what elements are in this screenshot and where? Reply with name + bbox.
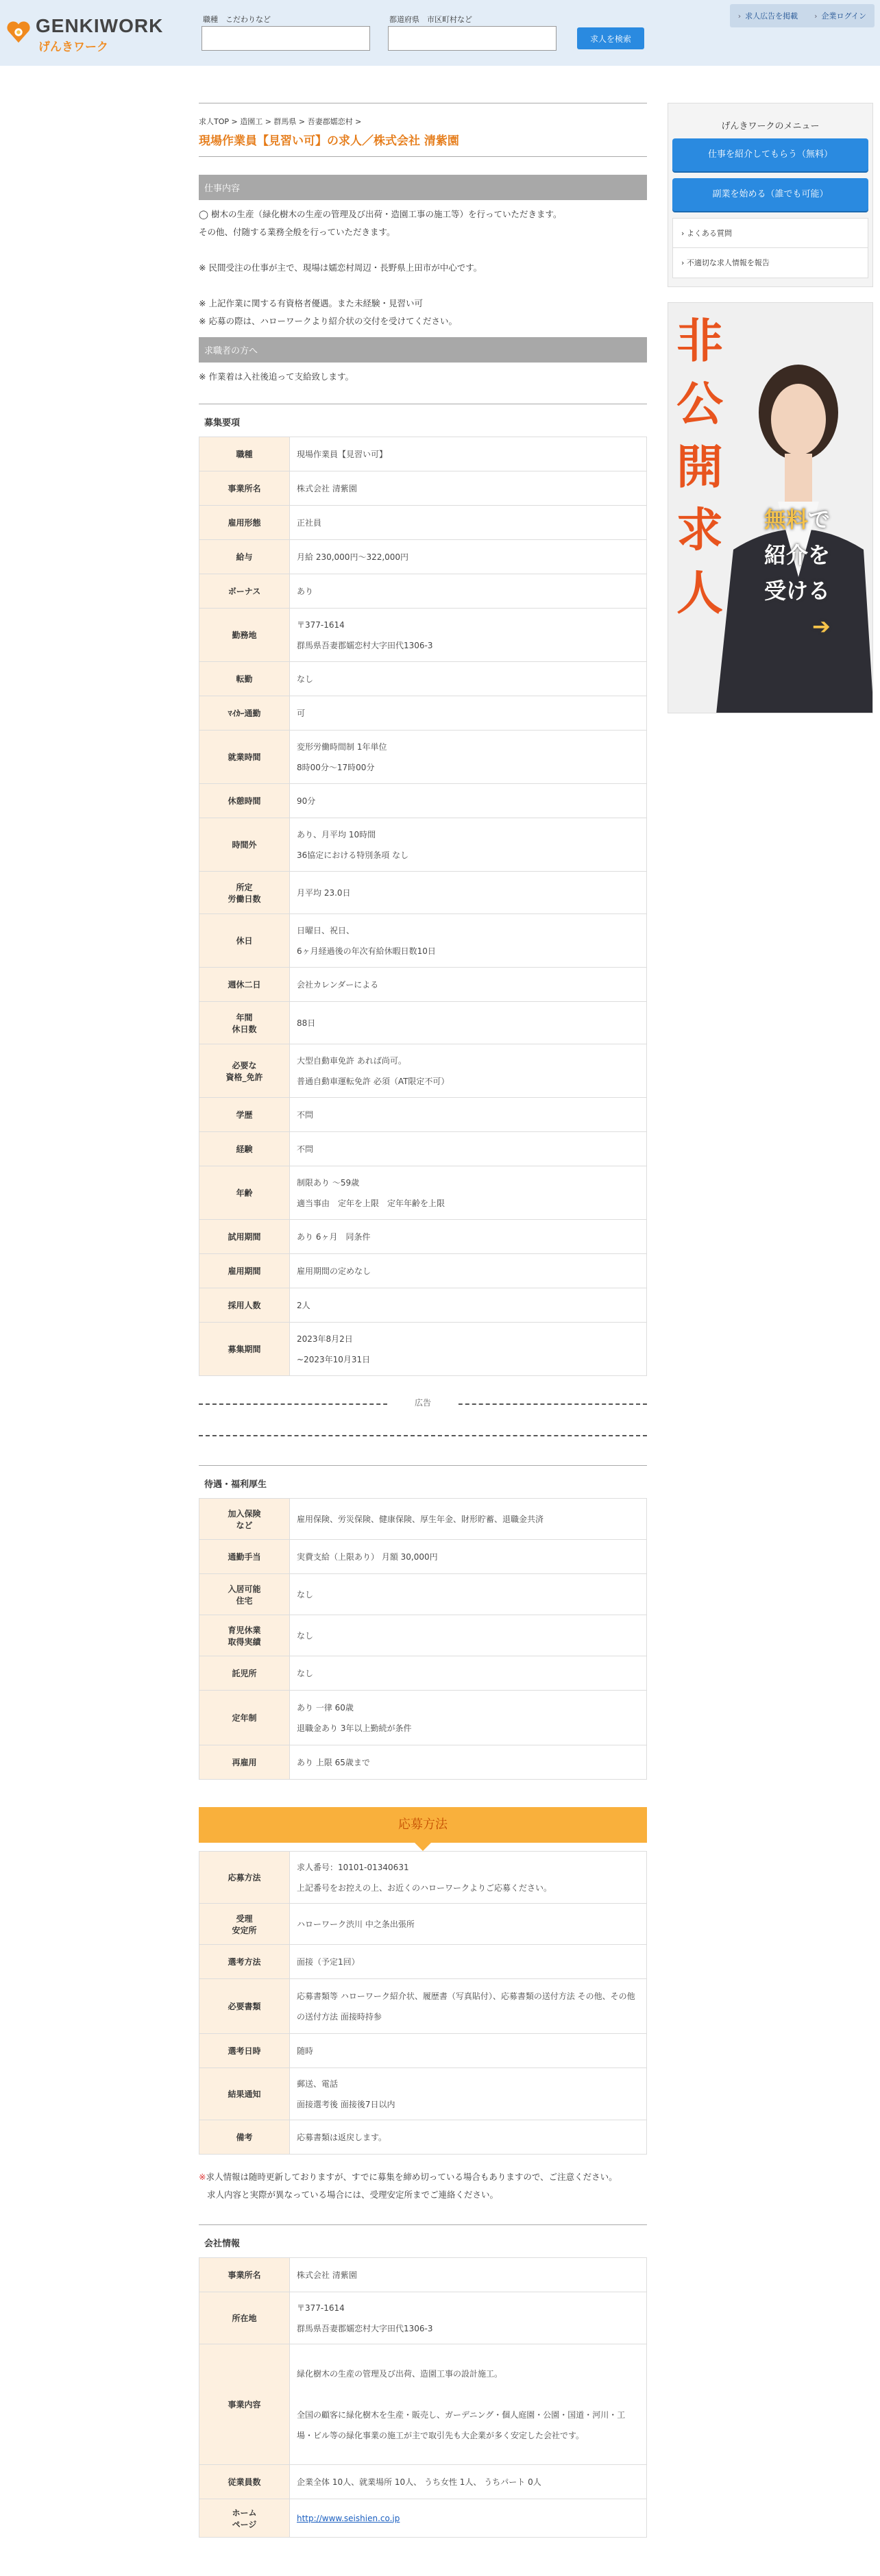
welfare-row-value: なし (290, 1656, 647, 1691)
apply-row-value: 求人番号：10101-01340631 上記番号をお控えの上、お近くのハローワークよりご応募ください。 (290, 1852, 647, 1904)
recruit-row-label: 学歴 (199, 1098, 290, 1132)
welfare-row (199, 1656, 647, 1691)
work-line (199, 277, 647, 295)
apply-row-value: ハローワーク渋川 中之条出張所 (290, 1904, 647, 1945)
logo-heart-icon (5, 19, 32, 45)
ad-dash-bottom (199, 1435, 647, 1436)
recruit-row-label: ボーナス (199, 574, 290, 609)
recruit-row-label: 所定 労働日数 (199, 872, 290, 914)
apply-row-label: 選考日時 (199, 2034, 290, 2068)
apply-row (199, 1852, 647, 1904)
recruit-row (199, 872, 647, 914)
apply-row-label: 選考方法 (199, 1945, 290, 1979)
company-row-label: ホーム ページ (199, 2499, 290, 2538)
welfare-row-label: 再雇用 (199, 1745, 290, 1780)
recruit-row-label: 事業所名 (199, 471, 290, 506)
recruit-row-label: 採用人数 (199, 1288, 290, 1323)
applicant-heading: 求職者の方へ (199, 337, 647, 363)
recruit-row-value: 正社員 (290, 506, 647, 540)
recruit-row (199, 437, 647, 471)
recruit-row-value: あり 6ヶ月 同条件 (290, 1220, 647, 1254)
company-row (199, 2344, 647, 2465)
notice-text (199, 2155, 647, 2224)
welfare-table (199, 1498, 647, 1780)
recruit-row-value: 雇用期間の定めなし (290, 1254, 647, 1288)
company-row (199, 2258, 647, 2292)
area-label: 都道府県 市区町村など (389, 15, 472, 24)
work-line: ※ 上記作業に関する有資格者優遇。また未経験・見習い可 (199, 298, 423, 308)
chevron-right-icon: › (681, 229, 687, 238)
recruit-row-value: あり、月平均 10時間 36協定における特別条項 なし (290, 818, 647, 872)
recruit-row (199, 1044, 647, 1098)
recruit-row (199, 1323, 647, 1376)
ad-separator (199, 1376, 647, 1438)
apply-row-value: 随時 (290, 2034, 647, 2068)
recruit-row (199, 662, 647, 696)
company-row-value[interactable]: http://www.seishien.co.jp (290, 2499, 647, 2538)
recruit-row-value: なし (290, 662, 647, 696)
apply-row-label: 備考 (199, 2120, 290, 2155)
recruit-row-value: 90分 (290, 784, 647, 818)
recruit-row-value: 〒377-1614 群馬県吾妻郡嬬恋村大字田代1306-3 (290, 609, 647, 662)
recruit-row-label: 経験 (199, 1132, 290, 1166)
recruit-row (199, 968, 647, 1002)
recruit-row (199, 1002, 647, 1044)
welfare-row-value: 実費支給（上限あり） 月額 30,000円 (290, 1540, 647, 1574)
top-links (730, 4, 875, 27)
recruit-row-label: ﾏｲｶｰ通勤 (199, 696, 290, 731)
apply-row-label: 必要書類 (199, 1979, 290, 2034)
recruit-row (199, 914, 647, 968)
company-table (199, 2257, 647, 2538)
company-row (199, 2465, 647, 2499)
recruit-row-value: あり (290, 574, 647, 609)
recruit-row-label: 休日 (199, 914, 290, 968)
work-heading: 仕事内容 (199, 175, 647, 200)
recruit-row-value: 不問 (290, 1098, 647, 1132)
sidebar-menu-title: げんきワークのメニュー (721, 121, 820, 132)
apply-row-value: 面接（予定1回） (290, 1945, 647, 1979)
welfare-row (199, 1691, 647, 1745)
welfare-row-value: 雇用保険、労災保険、健康保険、厚生年金、財形貯蓄、退職金共済 (290, 1499, 647, 1540)
welfare-row-label: 定年制 (199, 1691, 290, 1745)
breadcrumb[interactable]: 求人TOP > 造園工 > 群馬県 > 吾妻郡嬬恋村 > (199, 103, 647, 127)
recruit-row-label: 勤務地 (199, 609, 290, 662)
sidebar-menu (668, 103, 873, 287)
recruit-row-label: 時間外 (199, 818, 290, 872)
apply-row-label: 結果通知 (199, 2068, 290, 2120)
work-line: ※ 応募の際は、ハローワークより紹介状の交付を受けてください。 (199, 316, 457, 326)
work-line: その他、付随する業務全般を行っていただきます。 (199, 227, 395, 237)
recruit-row-value: 月給 230,000円〜322,000円 (290, 540, 647, 574)
recruit-row-label: 週休二日 (199, 968, 290, 1002)
welfare-section-title: 待遇・福利厚生 (199, 1465, 647, 1498)
recruit-row-value: 会社カレンダーによる (290, 968, 647, 1002)
welfare-row (199, 1574, 647, 1615)
notice-line1: 求人情報は随時更新しておりますが、すでに募集を締め切っている場合もありますので、ご注意ください。 (206, 2172, 618, 2182)
recruit-row-label: 試用期間 (199, 1220, 290, 1254)
recruit-row (199, 609, 647, 662)
logo-text-en: GENKIWORK (36, 15, 164, 36)
work-description (199, 200, 647, 337)
recruit-section-title: 募集要項 (199, 404, 647, 437)
recruit-row-value: 大型自動車免許 あれば尚可。 普通自動車運転免許 必須（AT限定不可） (290, 1044, 647, 1098)
apply-row (199, 1945, 647, 1979)
company-row (199, 2292, 647, 2344)
chevron-right-icon: › (737, 12, 742, 21)
apply-heading: 応募方法 (199, 1807, 647, 1843)
company-row-value: 緑化樹木の生産の管理及び出荷、造園工事の設計施工。 全国の顧客に緑化樹木を生産・販売し、ガーデニング・個人庭園・公園・国道・河川・工場・ビル等の緑化事業の施工が主で取引先も大企業が多く安定した会社です。 (290, 2344, 647, 2465)
apply-row (199, 1979, 647, 2034)
welfare-row-value: あり 一律 60歳 退職金あり 3年以上勤続が条件 (290, 1691, 647, 1745)
search-button[interactable]: 求人を検索 (577, 27, 644, 49)
banner-free: 無料 (764, 506, 809, 532)
site-header (0, 0, 880, 66)
recruit-row (199, 696, 647, 731)
recruit-row (199, 731, 647, 784)
company-row-label: 事業内容 (199, 2344, 290, 2465)
notice-line2: 求人内容と実際が異なっている場合には、受理安定所までご連絡ください。 (207, 2189, 499, 2200)
recruit-row-label: 給与 (199, 540, 290, 574)
company-row-label: 事業所名 (199, 2258, 290, 2292)
recruit-row-value: 月平均 23.0日 (290, 872, 647, 914)
apply-row-value: 応募書類等 ハローワーク紹介状、履歴書（写真貼付）、応募書類の送付方法 その他、その他の送付方法 面接時持参 (290, 1979, 647, 2034)
banner-line2: 紹介を (764, 542, 831, 568)
faq-link[interactable]: › よくある質問 (672, 218, 868, 248)
recruit-row (199, 506, 647, 540)
banner-headline: 非公開求人 (676, 314, 724, 621)
banner-line3: 受ける (764, 578, 831, 604)
applicant-text: ※ 作業着は入社後追って支給致します。 (199, 371, 354, 382)
welfare-row-label: 託児所 (199, 1656, 290, 1691)
company-login-link[interactable]: › 企業ログイン (814, 12, 866, 21)
recruit-row-label: 年間 休日数 (199, 1002, 290, 1044)
recruit-row (199, 1132, 647, 1166)
private-jobs-banner[interactable]: 非公開求人 無料で 紹介を 受ける ➔ (668, 302, 873, 713)
logo-text-jp: げんきワーク (38, 40, 108, 54)
ad-label: 広告 (387, 1398, 459, 1408)
keyword-label: 職種 こだわりなど (203, 15, 271, 24)
recruit-row (199, 1288, 647, 1323)
report-link[interactable]: › 不適切な求人情報を報告 (672, 248, 868, 278)
recruit-row-label: 雇用期間 (199, 1254, 290, 1288)
company-row-label: 所在地 (199, 2292, 290, 2344)
notice-mark: ※ (199, 2172, 206, 2182)
company-section-title: 会社情報 (199, 2224, 647, 2257)
work-line (199, 241, 647, 259)
company-row-value: 〒377-1614 群馬県吾妻郡嬬恋村大字田代1306-3 (290, 2292, 647, 2344)
recruit-row-label: 転勤 (199, 662, 290, 696)
welfare-row (199, 1615, 647, 1656)
site-logo[interactable] (5, 15, 184, 53)
apply-row-value: 郵送、電話 面接選考後 面接後7日以内 (290, 2068, 647, 2120)
work-line: ◯ 樹木の生産（緑化樹木の生産の管理及び出荷・造園工事の施工等）を行っていただきます。 (199, 209, 562, 219)
keyword-input[interactable] (201, 26, 370, 51)
recruit-row-label: 休憩時間 (199, 784, 290, 818)
recruit-row-value: 2人 (290, 1288, 647, 1323)
recruit-row-value: 変形労働時間制 1年単位 8時00分〜17時00分 (290, 731, 647, 784)
welfare-row-label: 育児休業 取得実績 (199, 1615, 290, 1656)
welfare-row (199, 1745, 647, 1780)
welfare-row-value: あり 上限 65歳まで (290, 1745, 647, 1780)
apply-row (199, 2120, 647, 2155)
recruit-row (199, 784, 647, 818)
welfare-row-value: なし (290, 1615, 647, 1656)
area-input[interactable] (388, 26, 557, 51)
company-row-value: 株式会社 清紫園 (290, 2258, 647, 2292)
recruit-row (199, 1254, 647, 1288)
arrow-right-icon: ➔ (812, 613, 831, 639)
sidebar (668, 103, 873, 713)
recruit-row-label: 就業時間 (199, 731, 290, 784)
recruit-table (199, 437, 647, 1376)
recruit-row (199, 818, 647, 872)
recruit-row-label: 雇用形態 (199, 506, 290, 540)
company-row-value: 企業全体 10人、就業場所 10人、 うち女性 1人、 うちパート 0人 (290, 2465, 647, 2499)
apply-row-value: 応募書類は返戻します。 (290, 2120, 647, 2155)
apply-row (199, 2068, 647, 2120)
recruit-row (199, 574, 647, 609)
recruit-row-label: 職種 (199, 437, 290, 471)
apply-table (199, 1851, 647, 2155)
welfare-row-label: 通勤手当 (199, 1540, 290, 1574)
recruit-row-value: 日曜日、祝日、 6ヶ月経過後の年次有給休暇日数10日 (290, 914, 647, 968)
main-content (199, 103, 647, 2538)
welfare-row-value: なし (290, 1574, 647, 1615)
welfare-row (199, 1540, 647, 1574)
page-title: 現場作業員【見習い可】の求人／株式会社 清紫園 (199, 131, 647, 157)
apply-row (199, 1904, 647, 1945)
recruit-row (199, 1098, 647, 1132)
recruit-row (199, 471, 647, 506)
work-line: ※ 民間受注の仕事が主で、現場は嬬恋村周辺・長野県上田市が中心です。 (199, 262, 482, 273)
apply-row-label: 受理 安定所 (199, 1904, 290, 1945)
apply-row (199, 2034, 647, 2068)
job-intro-button[interactable]: 仕事を紹介してもらう（無料） (672, 138, 868, 171)
recruit-row-label: 年齢 (199, 1166, 290, 1220)
recruit-row-value: 88日 (290, 1002, 647, 1044)
recruit-row-label: 必要な 資格_免許 (199, 1044, 290, 1098)
recruit-row-value: 制限あり 〜59歳 適当事由 定年を上限 定年年齢を上限 (290, 1166, 647, 1220)
recruit-row-value: 不問 (290, 1132, 647, 1166)
recruit-row (199, 1166, 647, 1220)
recruit-row-value: 現場作業員【見習い可】 (290, 437, 647, 471)
welfare-row-label: 加入保険 など (199, 1499, 290, 1540)
chevron-right-icon: › (681, 258, 687, 267)
recruit-row (199, 1220, 647, 1254)
apply-row-label: 応募方法 (199, 1852, 290, 1904)
welfare-row (199, 1499, 647, 1540)
recruit-row (199, 540, 647, 574)
recruit-row-value: 株式会社 清紫園 (290, 471, 647, 506)
company-row (199, 2499, 647, 2538)
recruit-row-label: 募集期間 (199, 1323, 290, 1376)
post-ad-link[interactable]: › 求人広告を掲載 (737, 12, 798, 21)
recruit-row-value: 2023年8月2日 ~2023年10月31日 (290, 1323, 647, 1376)
welfare-row-label: 入居可能 住宅 (199, 1574, 290, 1615)
side-job-button[interactable]: 副業を始める（誰でも可能） (672, 178, 868, 211)
recruit-row-value: 可 (290, 696, 647, 731)
chevron-right-icon: › (814, 12, 818, 21)
company-row-label: 従業員数 (199, 2465, 290, 2499)
